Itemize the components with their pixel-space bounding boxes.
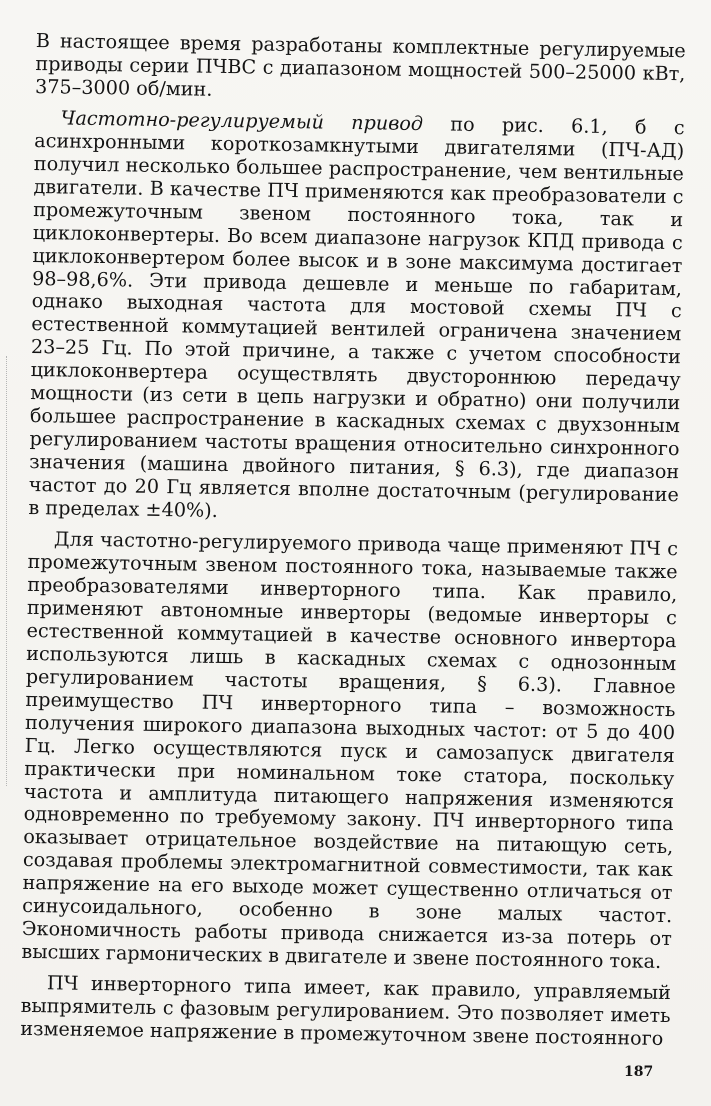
paragraph-text: ПЧ инверторного типа имеет, как правило, управляемый выпрямитель с фазовым регулированием. Это позволяет иметь изменяемое напряжение в промежуточном звене постоянного <box>20 971 672 1051</box>
page-number: 187 <box>624 1064 654 1080</box>
paragraph-lead-term: Частотно-регулируемый привод <box>60 106 424 135</box>
paragraph-text: Для частотно-регулируемого привода чаще применяют ПЧ с промежуточным звеном постоянного тока, называемые также преобразователями инверторного типа. Как правило, применяют автономные инверторы (ведомые инверторы с естественной коммутацией в качестве основного инвертора используются лишь в каскадных схемах с однозонным регулированием частоты вращения, § 6.3). Главное преимущество ПЧ инверторного типа – возможность получения широкого диапазона выходных частот: от 5 до 400 Гц. Легко осуществляются пуск и самозапуск двигателя практически при номинальном токе статора, поскольку частота и амплитуда питающего напряжения изменяются одновременно по требуемому закону. ПЧ инверторного типа оказывает отрицательное воздействие на питающую сеть, создавая проблемы электромагнитной совместимости, так как напряжение на его выходе может существенно отличаться от синусоидального, особенно в зоне малых частот. Экономичность работы привода снижается из-за потерь от высших гармонических в двигателе и звене постоянного тока. <box>21 527 679 974</box>
paragraph-text: В настоящее время разработаны комплектные регулируемые приводы серии ПЧВС с диапазоном мощностей 500–25000 кВт, 375–3000 об/мин. <box>34 29 686 101</box>
paragraph-frequency-drive <box>28 107 684 530</box>
paragraph-pchvs-drives <box>35 30 686 109</box>
paragraph-inverter-type <box>21 528 678 974</box>
margin-dotted-rule <box>6 356 7 786</box>
paragraph-rectifier <box>20 972 671 1051</box>
page-text-block <box>20 30 686 1051</box>
paragraph-text: по рис. 6.1, б с асинхронными короткозамкнутыми двигателями (ПЧ-АД) получил несколько большее распространение, чем вентильные двигатели. В качестве ПЧ применяются как преобразователи с промежуточным звеном постоянного тока, так и циклоконвертеры. Во всем диапазоне нагрузок КПД привода с циклоконвертером более высок и в зоне максимума достигает 98–98,6%. Эти привода дешевле и меньше по габаритам, однако выходная частота для мостовой схемы ПЧ с естественной коммутацией вентилей ограничена значением 23–25 Гц. По этой причине, а также с учетом способности циклоконвертера осуществлять двустороннюю передачу мощности (из сети в цепь нагрузки и обратно) они получили большее распространение в каскадных схемах с двухзонным регулированием частоты вращения относительно синхронного значения (машина двойного питания, § 6.3), где диапазон частот до 20 Гц является вполне достаточным (регулирование в пределах ±40%). <box>28 111 685 522</box>
